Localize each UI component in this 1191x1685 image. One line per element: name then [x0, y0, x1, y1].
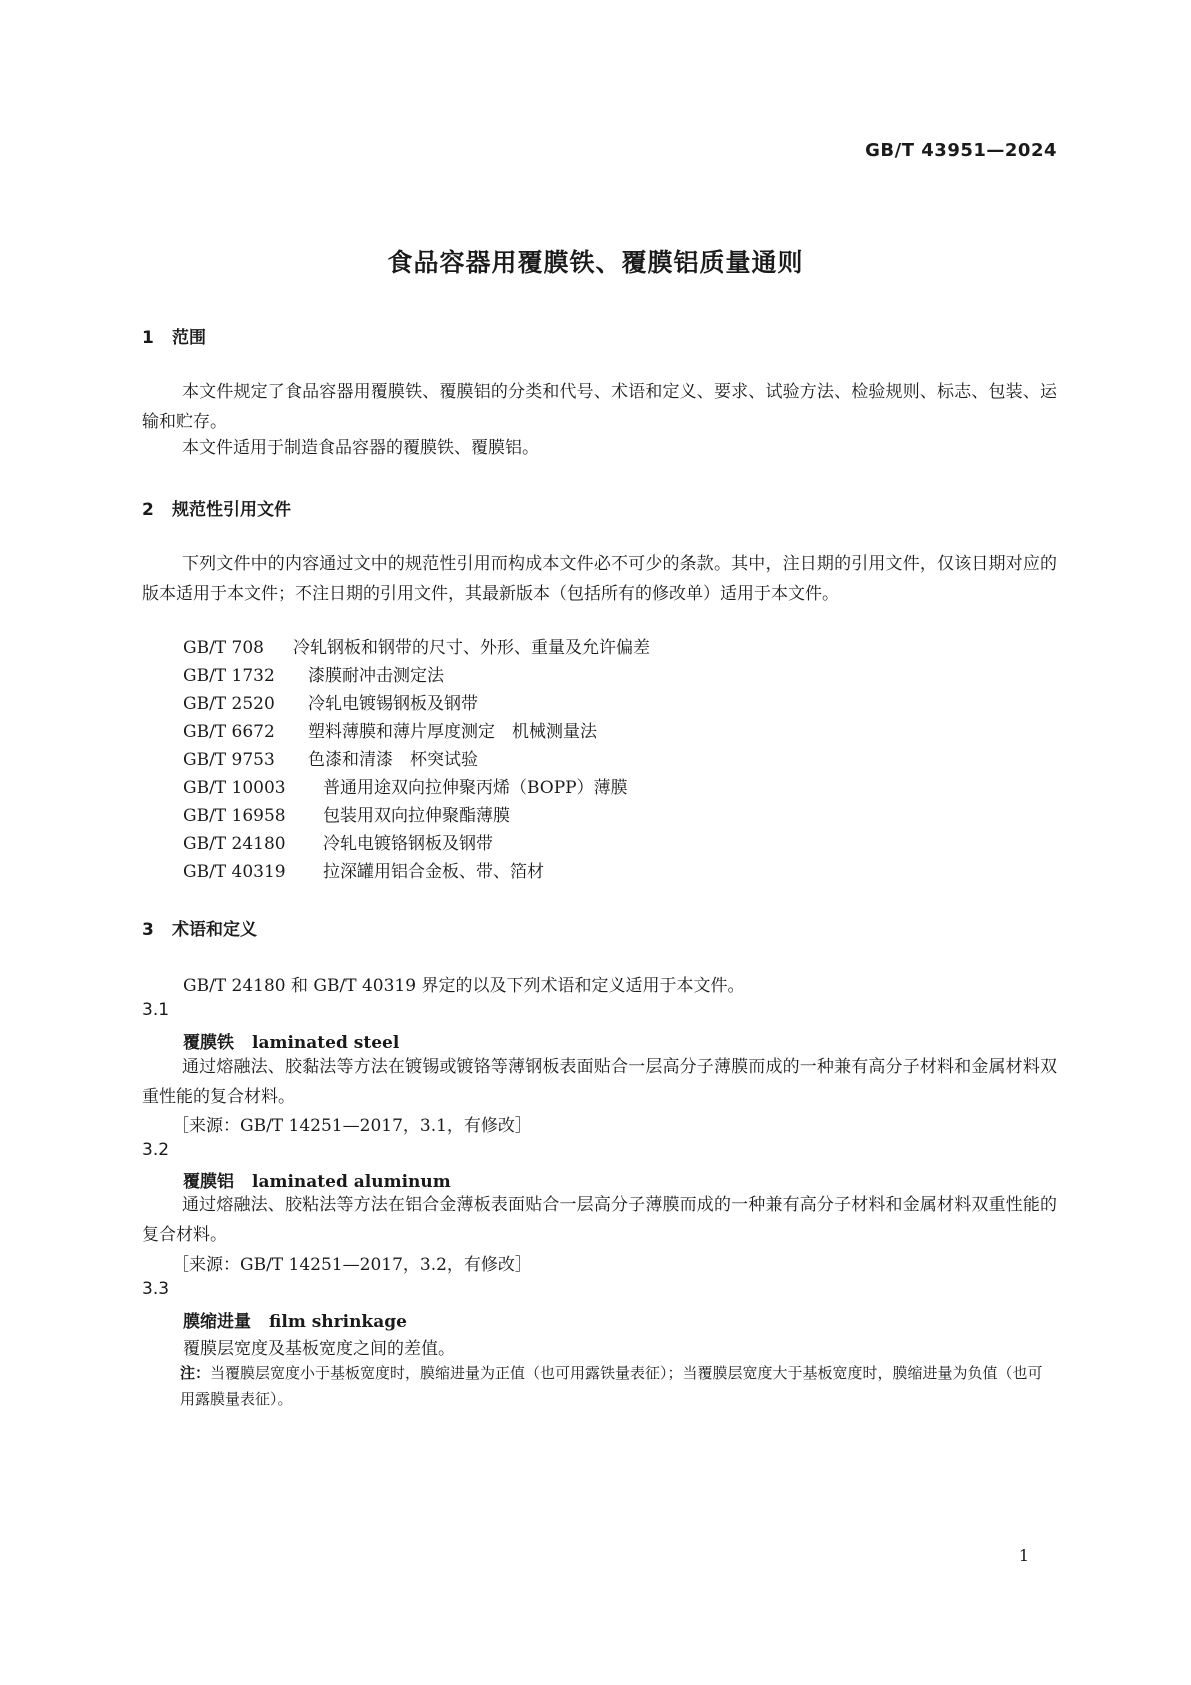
reference-code: GB/T 9753 [183, 750, 275, 770]
reference-title: 色漆和清漆 杯突试验 [308, 750, 478, 770]
reference-title: 塑料薄膜和薄片厚度测定 机械测量法 [308, 722, 597, 742]
reference-title: 包装用双向拉伸聚酯薄膜 [323, 806, 510, 826]
term-number: 3.3 [142, 1279, 170, 1299]
reference-item [183, 689, 478, 714]
section-2-heading [142, 495, 291, 520]
reference-item [183, 857, 544, 882]
term-definition: 覆膜层宽度及基板宽度之间的差值。 [183, 1339, 455, 1359]
term-note [180, 1360, 1057, 1412]
reference-item [183, 745, 478, 770]
document-title: 食品容器用覆膜铁、覆膜铝质量通则 [387, 248, 804, 277]
section-1-paragraph-1: 本文件规定了食品容器用覆膜铁、覆膜铝的分类和代号、术语和定义、要求、试验方法、检验规则、标志、包装、运输和贮存。 [142, 382, 1057, 432]
term-heading [183, 1028, 399, 1053]
term-number: 3.2 [142, 1140, 170, 1160]
term-chinese: 覆膜铁 [183, 1033, 234, 1053]
reference-code: GB/T 2520 [183, 694, 275, 714]
reference-title: 拉深罐用铝合金板、带、箔材 [323, 862, 544, 882]
section-1-title: 范围 [172, 328, 206, 348]
section-1-number: 1 [142, 328, 154, 348]
section-2-title: 规范性引用文件 [172, 500, 291, 520]
term-english: laminated aluminum [252, 1172, 451, 1192]
reference-code: GB/T 16958 [183, 806, 286, 826]
term-english: film shrinkage [269, 1312, 407, 1332]
term-definition: 通过熔融法、胶黏法等方法在镀锡或镀铬等薄钢板表面贴合一层高分子薄膜而成的一种兼有高分子材料和金属材料双重性能的复合材料。 [142, 1057, 1057, 1107]
note-label: 注： [180, 1364, 211, 1382]
reference-title: 漆膜耐冲击测定法 [308, 666, 444, 686]
term-source: ［来源：GB/T 14251—2017，3.1，有修改］ [172, 1116, 532, 1136]
term-number: 3.1 [142, 1000, 170, 1020]
section-3-number: 3 [142, 920, 154, 940]
reference-code: GB/T 1732 [183, 666, 275, 686]
reference-title: 普通用途双向拉伸聚丙烯（BOPP）薄膜 [323, 778, 628, 798]
reference-item [183, 801, 510, 826]
section-2-number: 2 [142, 500, 154, 520]
reference-title: 冷轧钢板和钢带的尺寸、外形、重量及允许偏差 [293, 638, 650, 658]
term-chinese: 覆膜铝 [183, 1172, 234, 1192]
reference-code: GB/T 10003 [183, 778, 286, 798]
term-heading [183, 1167, 451, 1192]
section-3-heading [142, 915, 257, 940]
reference-title: 冷轧电镀锡钢板及钢带 [308, 694, 478, 714]
section-1-heading [142, 323, 206, 348]
standard-code: GB/T 43951—2024 [865, 140, 1057, 161]
page-number: 1 [1018, 1546, 1029, 1565]
reference-code: GB/T 24180 [183, 834, 286, 854]
section-3-intro: GB/T 24180 和 GB/T 40319 界定的以及下列术语和定义适用于本文件。 [183, 976, 745, 996]
reference-item [183, 661, 444, 686]
section-3-title: 术语和定义 [172, 920, 257, 940]
term-source: ［来源：GB/T 14251—2017，3.2，有修改］ [172, 1255, 532, 1275]
reference-item [183, 633, 650, 658]
reference-code: GB/T 40319 [183, 862, 286, 882]
term-definition: 通过熔融法、胶粘法等方法在铝合金薄板表面贴合一层高分子薄膜而成的一种兼有高分子材料和金属材料双重性能的复合材料。 [142, 1195, 1057, 1245]
reference-code: GB/T 708 [183, 638, 264, 658]
term-english: laminated steel [252, 1033, 400, 1053]
reference-item [183, 717, 597, 742]
section-1-paragraph-2: 本文件适用于制造食品容器的覆膜铁、覆膜铝。 [182, 438, 539, 458]
section-2-paragraph-1: 下列文件中的内容通过文中的规范性引用而构成本文件必不可少的条款。其中，注日期的引用文件，仅该日期对应的版本适用于本文件；不注日期的引用文件，其最新版本（包括所有的修改单）适用于本文件。 [142, 554, 1057, 604]
reference-code: GB/T 6672 [183, 722, 275, 742]
note-text: 当覆膜层宽度小于基板宽度时，膜缩进量为正值（也可用露铁量表征）；当覆膜层宽度大于基板宽度时，膜缩进量为负值（也可用露膜量表征）。 [180, 1364, 1043, 1408]
reference-title: 冷轧电镀铬钢板及钢带 [323, 834, 493, 854]
term-chinese: 膜缩进量 [183, 1312, 251, 1332]
reference-item [183, 773, 628, 798]
reference-item [183, 829, 493, 854]
term-heading [183, 1307, 407, 1332]
